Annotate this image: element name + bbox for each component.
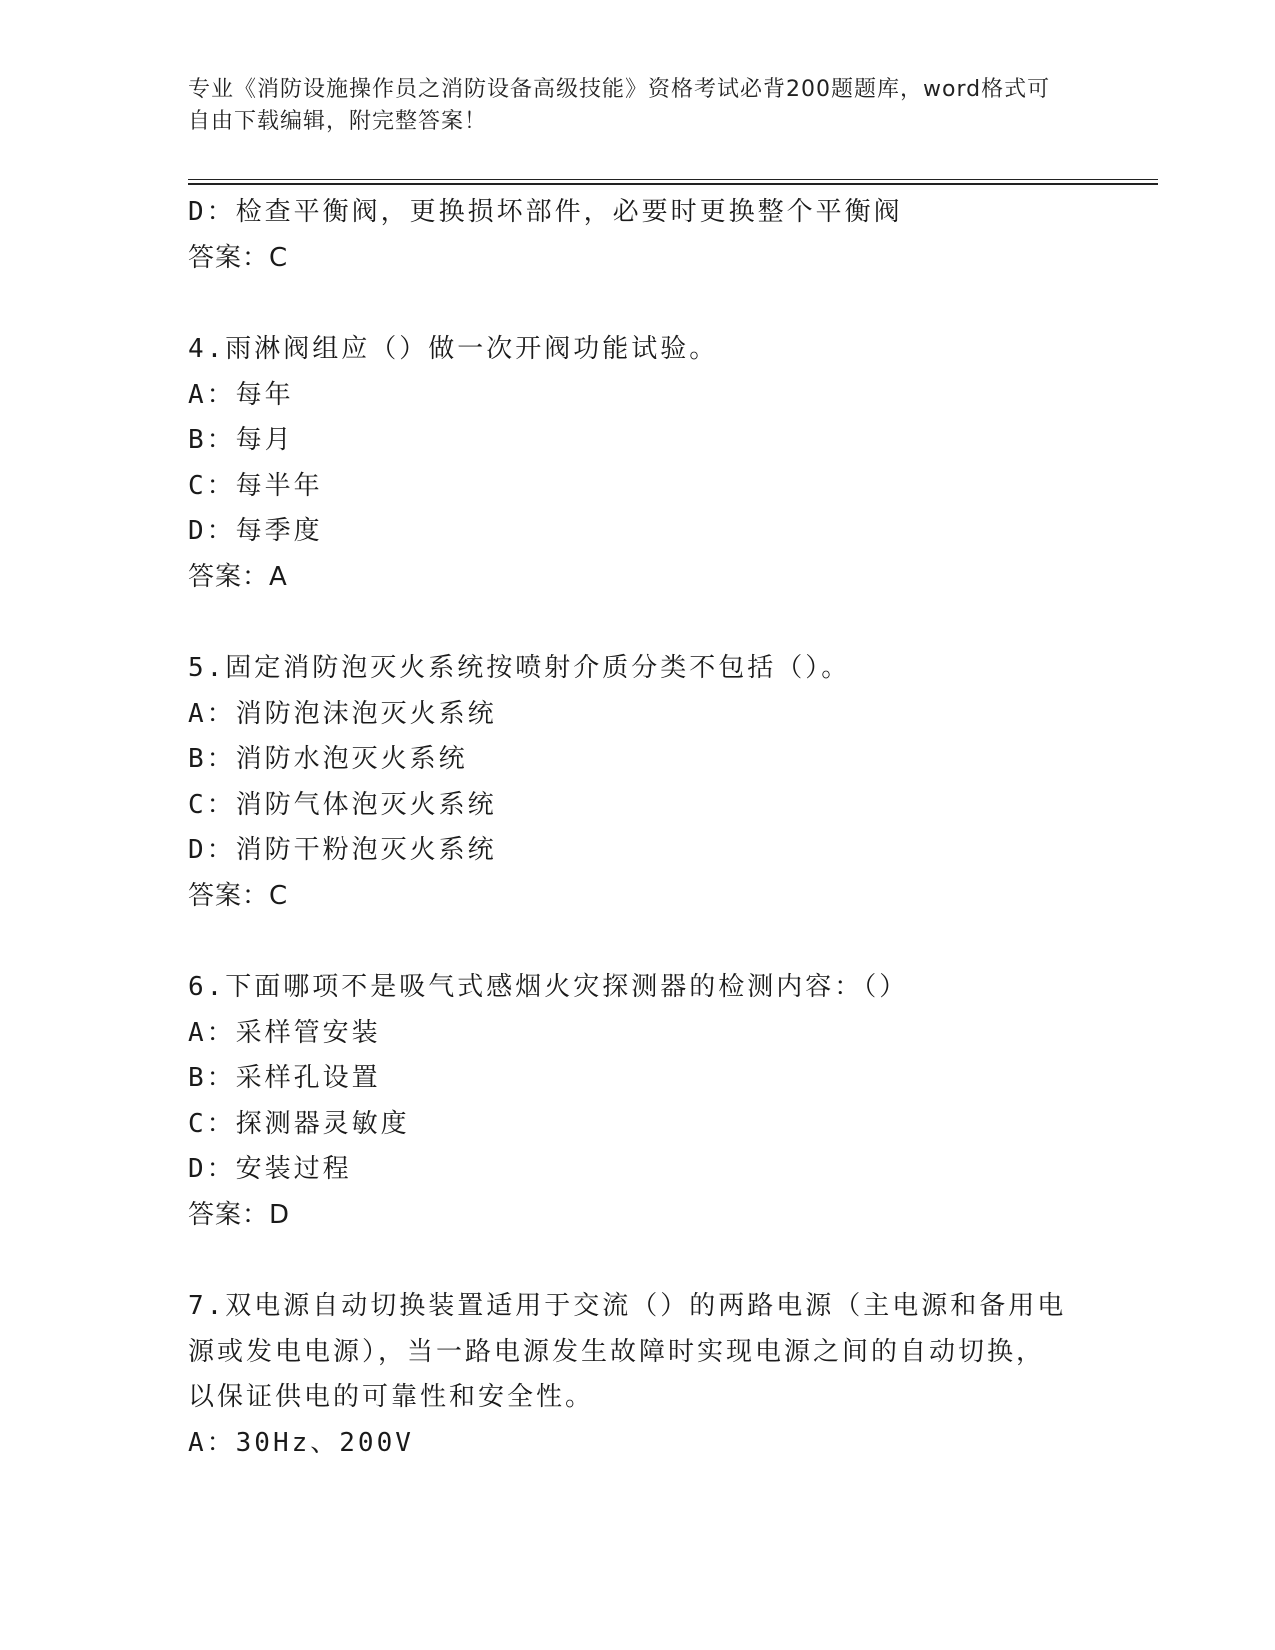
- question-stem-line: 7.双电源自动切换装置适用于交流（）的两路电源（主电源和备用电: [188, 1291, 1067, 1321]
- header-rule-thin: [188, 179, 1158, 180]
- option-d: D：检查平衡阀，更换损坏部件，必要时更换整个平衡阀: [188, 197, 903, 227]
- option-c: C：探测器灵敏度: [188, 1108, 410, 1139]
- option-d: D：每季度: [188, 516, 323, 546]
- question-stem: 6.下面哪项不是吸气式感烟火灾探测器的检测内容：（）: [188, 972, 909, 1002]
- option-b: B：采样孔设置: [188, 1063, 381, 1093]
- question-stem-line: 以保证供电的可靠性和安全性。: [188, 1382, 595, 1412]
- option-b: B：消防水泡灭火系统: [188, 744, 468, 774]
- option-a: A：30Hz、200V: [188, 1427, 414, 1458]
- answer-line: 答案：C: [188, 242, 289, 273]
- answer-line: 答案：D: [188, 1199, 291, 1230]
- option-c: C：每半年: [188, 470, 323, 501]
- option-b: B：每月: [188, 425, 294, 455]
- question-stem: 4.雨淋阀组应（）做一次开阀功能试验。: [188, 334, 719, 364]
- answer-line: 答案：A: [188, 561, 288, 592]
- option-a: A：每年: [188, 379, 294, 410]
- question-stem-line: 源或发电电源），当一路电源发生故障时实现电源之间的自动切换，: [188, 1336, 1046, 1367]
- option-a: A：采样管安装: [188, 1017, 381, 1048]
- header-rule-thick: [188, 183, 1158, 185]
- option-d: D：消防干粉泡灭火系统: [188, 835, 497, 865]
- option-a: A：消防泡沫泡灭火系统: [188, 698, 497, 729]
- option-c: C：消防气体泡灭火系统: [188, 789, 497, 820]
- document-header: 专业《消防设施操作员之消防设备高级技能》资格考试必背200题题库，word格式可自由下载编辑，附完整答案！: [188, 77, 1051, 134]
- question-stem: 5.固定消防泡灭火系统按喷射介质分类不包括（）。: [188, 653, 851, 683]
- document-body: [188, 190, 1088, 1466]
- answer-line: 答案：C: [188, 880, 289, 911]
- option-d: D：安装过程: [188, 1154, 352, 1184]
